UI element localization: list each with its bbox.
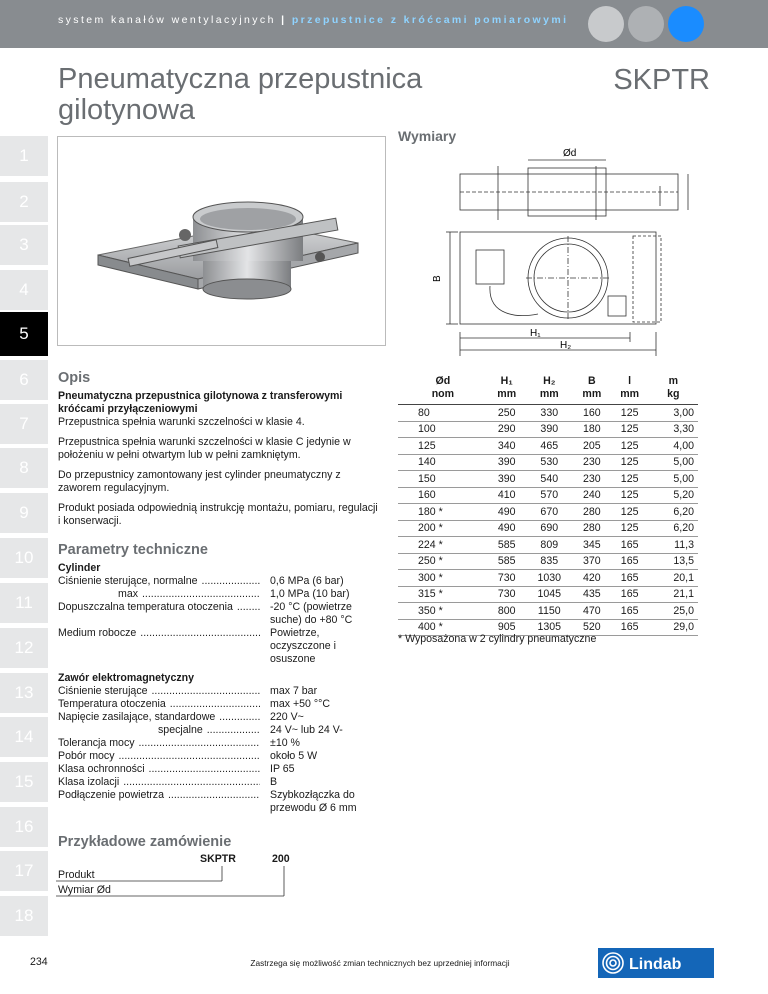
header-system: system kanałów wentylacyjnych	[58, 14, 276, 26]
table-cell: 140	[398, 454, 488, 471]
table-cell: 730	[488, 570, 526, 587]
table-cell: 3,00	[649, 405, 698, 422]
col-header-d: Ød nom	[398, 375, 488, 405]
table-cell: 280	[573, 504, 611, 521]
dim-label-b: B	[432, 275, 443, 282]
table-cell: 230	[573, 454, 611, 471]
order-size: 200	[272, 853, 290, 865]
table-cell: 410	[488, 487, 526, 504]
dim-label-h2: H₂	[560, 340, 572, 351]
chapter-tab-3[interactable]: 3	[0, 225, 48, 265]
table-cell: 800	[488, 603, 526, 620]
param-label: Podłączenie powietrza .....	[58, 789, 260, 802]
table-row	[398, 603, 698, 620]
page-title-line2: gilotynowa	[58, 94, 196, 126]
lindab-logo	[598, 948, 714, 978]
chapter-tab-8[interactable]: 8	[0, 448, 48, 488]
table-cell: 125	[611, 504, 649, 521]
table-cell: 1030	[526, 570, 573, 587]
opis-paragraph-1: Przepustnica spełnia warunki szczelności w klasie 4.	[58, 416, 305, 428]
col-header-h1: H₁ mm	[488, 375, 526, 405]
table-row	[398, 520, 698, 537]
param-value: Powietrze, oczyszczone i osuszone	[270, 627, 336, 665]
dim-label-d: Ød	[563, 148, 577, 159]
header-dot-grey	[628, 6, 664, 42]
table-cell: 4,00	[649, 438, 698, 455]
params-heading: Parametry techniczne	[58, 542, 208, 558]
table-row	[398, 537, 698, 554]
table-row	[398, 454, 698, 471]
table-cell: 13,5	[649, 553, 698, 570]
param-label: Tolerancja mocy .....	[58, 737, 260, 750]
table-cell: 5,00	[649, 454, 698, 471]
param-label: Klasa ochronności .....	[58, 763, 260, 776]
col-header-m: m kg	[649, 375, 698, 405]
param-label: Ciśnienie sterujące .....	[58, 685, 260, 698]
table-cell: 585	[488, 553, 526, 570]
table-cell: 240	[573, 487, 611, 504]
table-cell: 340	[488, 438, 526, 455]
table-cell: 6,20	[649, 520, 698, 537]
param-label: Napięcie zasilające, standardowe .....	[58, 711, 260, 724]
table-cell: 540	[526, 471, 573, 488]
table-cell: 165	[611, 619, 649, 636]
table-row	[398, 570, 698, 587]
table-cell: 125	[611, 438, 649, 455]
table-cell: 11,3	[649, 537, 698, 554]
table-cell: 370	[573, 553, 611, 570]
dim-label-h1: H₁	[530, 328, 541, 339]
table-row	[398, 421, 698, 438]
product-code: SKPTR	[613, 64, 710, 96]
page-number: 234	[30, 956, 48, 968]
param-value: 220 V~	[270, 711, 304, 723]
table-cell: 165	[611, 537, 649, 554]
table-cell: 165	[611, 553, 649, 570]
table-cell: 125	[611, 520, 649, 537]
table-cell: 21,1	[649, 586, 698, 603]
chapter-tab-13[interactable]: 13	[0, 673, 48, 713]
order-heading: Przykładowe zamówienie	[58, 834, 232, 850]
table-row	[398, 504, 698, 521]
table-cell: 20,1	[649, 570, 698, 587]
table-cell: 835	[526, 553, 573, 570]
table-cell: 730	[488, 586, 526, 603]
table-cell: 280	[573, 520, 611, 537]
header-bar	[0, 0, 768, 48]
table-cell: 250	[488, 405, 526, 422]
opis-paragraph-3: Do przepustnicy zamontowany jest cylinder pneumatyczny z zaworem regulacyjnym.	[58, 469, 341, 494]
param-value: max 7 bar	[270, 685, 318, 697]
logo-wordmark: Lindab	[629, 956, 682, 973]
param-label: Temperatura otoczenia .....	[58, 698, 260, 711]
table-cell: 330	[526, 405, 573, 422]
table-cell: 165	[611, 586, 649, 603]
order-code: SKPTR	[200, 853, 236, 865]
chapter-tab-18[interactable]: 18	[0, 896, 48, 936]
table-cell: 390	[488, 454, 526, 471]
cylinder-heading: Cylinder	[58, 562, 101, 574]
table-cell: 390	[526, 421, 573, 438]
table-cell: 180 *	[398, 504, 488, 521]
table-cell: 100	[398, 421, 488, 438]
param-value: IP 65	[270, 763, 295, 775]
table-cell: 25,0	[649, 603, 698, 620]
table-cell: 250 *	[398, 553, 488, 570]
valve-heading: Zawór elektromagnetyczny	[58, 672, 194, 684]
table-footnote: * Wyposażona w 2 cylindry pneumatyczne	[398, 633, 597, 645]
dimensions-table	[398, 375, 698, 636]
chapter-tab-4[interactable]: 4	[0, 270, 48, 310]
table-cell: 490	[488, 520, 526, 537]
table-cell: 400 *	[398, 619, 488, 636]
chapter-tab-1[interactable]: 1	[0, 136, 48, 176]
table-cell: 809	[526, 537, 573, 554]
table-cell: 3,30	[649, 421, 698, 438]
table-cell: 29,0	[649, 619, 698, 636]
table-cell: 315 *	[398, 586, 488, 603]
table-cell: 125	[611, 454, 649, 471]
table-cell: 465	[526, 438, 573, 455]
param-label: Dopuszczalna temperatura otoczenia .....	[58, 601, 260, 614]
header-dot-blue	[668, 6, 704, 42]
order-leader-lines	[56, 866, 296, 902]
product-photo	[57, 136, 386, 346]
table-row	[398, 487, 698, 504]
chapter-tab-5-active[interactable]: 5	[0, 312, 48, 356]
table-row	[398, 405, 698, 422]
param-value: -20 °C (powietrze suche) do +80 °C	[270, 601, 353, 626]
param-value: Szybkozłączka do przewodu Ø 6 mm	[270, 789, 357, 814]
chapter-tab-11[interactable]: 11	[0, 583, 48, 623]
table-cell: 490	[488, 504, 526, 521]
order-label-product: Produkt	[58, 869, 95, 881]
param-label: Ciśnienie sterujące, normalne .....	[58, 575, 260, 588]
table-cell: 165	[611, 570, 649, 587]
page-title	[58, 64, 422, 126]
chapter-tab-7[interactable]: 7	[0, 404, 48, 444]
chapter-tab-9[interactable]: 9	[0, 493, 48, 533]
table-cell: 160	[398, 487, 488, 504]
table-cell: 125	[611, 421, 649, 438]
param-value: 1,0 MPa (10 bar)	[270, 588, 350, 600]
table-cell: 530	[526, 454, 573, 471]
header-dot-light	[588, 6, 624, 42]
table-cell: 160	[573, 405, 611, 422]
table-cell: 290	[488, 421, 526, 438]
chapter-tab-15[interactable]: 15	[0, 762, 48, 802]
chapter-tab-2[interactable]: 2	[0, 182, 48, 222]
table-cell: 5,20	[649, 487, 698, 504]
table-cell: 125	[611, 405, 649, 422]
table-cell: 1150	[526, 603, 573, 620]
dimensions-heading: Wymiary	[398, 128, 457, 144]
param-label: Pobór mocy .....	[58, 750, 260, 763]
table-row	[398, 438, 698, 455]
opis-paragraph-4: Produkt posiada odpowiednią instrukcję montażu, pomiaru, regulacji i konserwacji.	[58, 502, 378, 527]
param-value: ±10 %	[270, 737, 300, 749]
header-separator: |	[281, 14, 287, 26]
opis-paragraph-2: Przepustnica spełnia warunki szczelności w klasie C jedynie w położeniu w pełni otwartym lub w pełni zamkniętym.	[58, 436, 351, 461]
order-label-size: Wymiar Ød	[58, 884, 111, 896]
chapter-tab-10[interactable]: 10	[0, 538, 48, 578]
col-header-b: B mm	[573, 375, 611, 405]
table-cell: 125	[611, 487, 649, 504]
table-cell: 80	[398, 405, 488, 422]
table-cell: 1305	[526, 619, 573, 636]
table-cell: 585	[488, 537, 526, 554]
dimension-drawing	[398, 146, 698, 356]
table-cell: 230	[573, 471, 611, 488]
chapter-tab-6[interactable]: 6	[0, 360, 48, 400]
param-label: Klasa izolacji .....	[58, 776, 260, 789]
table-cell: 180	[573, 421, 611, 438]
param-value: max +50 °°C	[270, 698, 330, 710]
table-cell: 205	[573, 438, 611, 455]
param-value: 24 V~ lub 24 V-	[270, 724, 343, 736]
table-cell: 300 *	[398, 570, 488, 587]
table-cell: 345	[573, 537, 611, 554]
opis-heading: Opis	[58, 370, 91, 386]
technical-drawing-svg	[398, 146, 698, 356]
table-cell: 520	[573, 619, 611, 636]
table-cell: 420	[573, 570, 611, 587]
param-label: max .....	[118, 588, 260, 601]
header-breadcrumb	[58, 14, 568, 26]
table-row	[398, 553, 698, 570]
chapter-tab-12[interactable]: 12	[0, 628, 48, 668]
footer-disclaimer: Zastrzega się możliwość zmian technicznych bez uprzedniej informacji	[250, 958, 510, 968]
table-cell: 1045	[526, 586, 573, 603]
table-cell: 125	[398, 438, 488, 455]
table-cell: 470	[573, 603, 611, 620]
chapter-tab-17[interactable]: 17	[0, 851, 48, 891]
table-cell: 905	[488, 619, 526, 636]
chapter-tab-14[interactable]: 14	[0, 717, 48, 757]
table-cell: 6,20	[649, 504, 698, 521]
table-cell: 5,00	[649, 471, 698, 488]
table-cell: 690	[526, 520, 573, 537]
table-cell: 224 *	[398, 537, 488, 554]
table-cell: 200 *	[398, 520, 488, 537]
param-value: B	[270, 776, 278, 788]
param-label: specjalne .....	[158, 724, 260, 737]
table-cell: 670	[526, 504, 573, 521]
table-header-row	[398, 375, 698, 405]
param-label: Medium robocze .....	[58, 627, 260, 640]
chapter-tab-16[interactable]: 16	[0, 807, 48, 847]
page-title-line1: Pneumatyczna przepustnica	[58, 63, 423, 95]
param-value: około 5 W	[270, 750, 318, 762]
table-row	[398, 586, 698, 603]
opis-lead: Pneumatyczna przepustnica gilotynowa z transferowymi króćcami przyłączeniowymi	[58, 390, 343, 415]
dimensions-table-body	[398, 405, 698, 636]
table-cell: 435	[573, 586, 611, 603]
table-cell: 125	[611, 471, 649, 488]
table-cell: 390	[488, 471, 526, 488]
col-header-h2: H₂ mm	[526, 375, 573, 405]
table-cell: 570	[526, 487, 573, 504]
param-value: 0,6 MPa (6 bar)	[270, 575, 344, 587]
col-header-l: l mm	[611, 375, 649, 405]
table-cell: 165	[611, 603, 649, 620]
table-row	[398, 471, 698, 488]
header-section: przepustnice z króćcami pomiarowymi	[291, 14, 569, 26]
damper-photo-illustration	[58, 137, 385, 345]
table-cell: 350 *	[398, 603, 488, 620]
table-cell: 150	[398, 471, 488, 488]
